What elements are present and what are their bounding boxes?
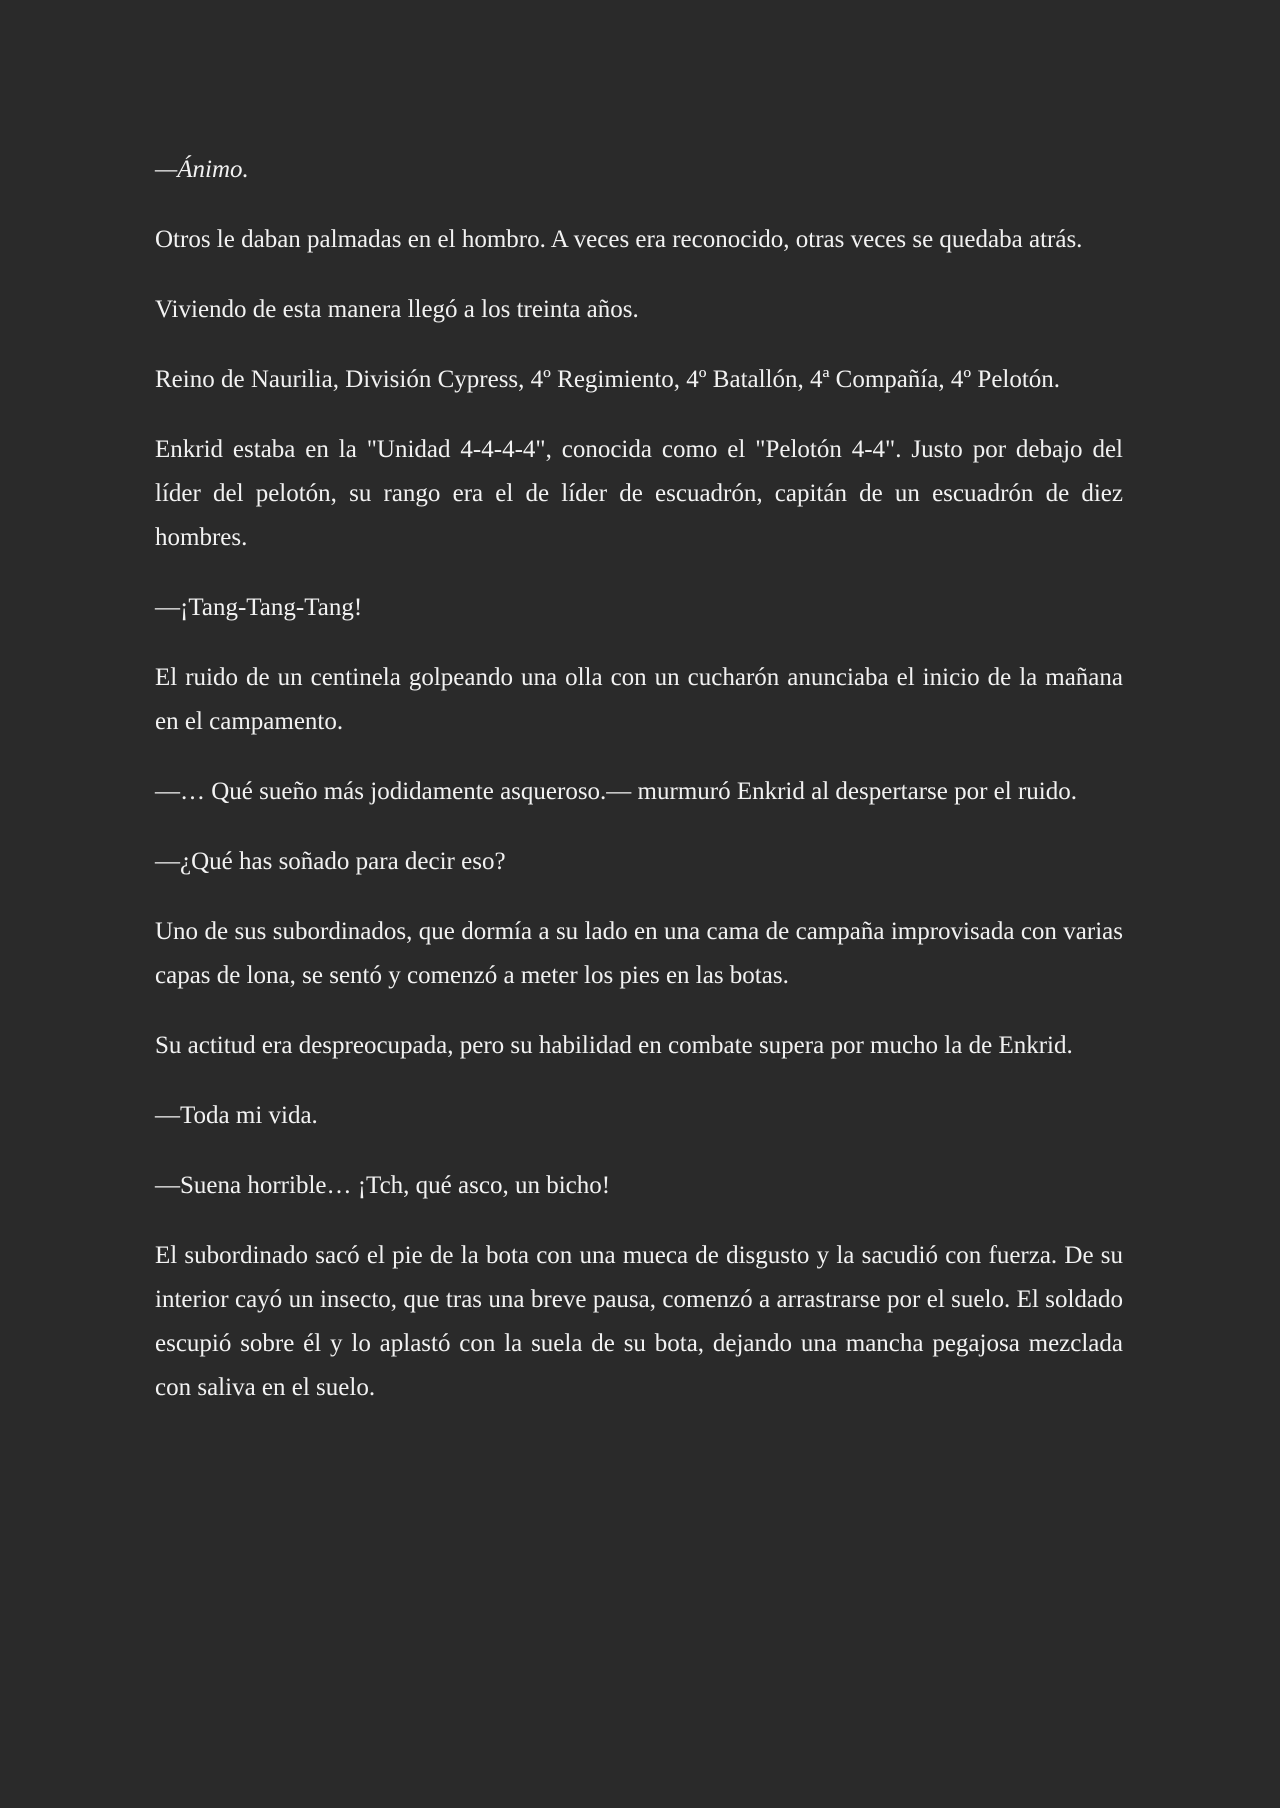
paragraph-1: —Ánimo.	[155, 156, 249, 183]
paragraph-12: —Toda mi vida.	[155, 1102, 318, 1129]
document-page	[155, 148, 1123, 1436]
paragraph-7: El ruido de un centinela golpeando una olla con un cucharón anunciaba el inicio de la mañana en el campamento.	[155, 664, 1123, 735]
paragraph-10: Uno de sus subordinados, que dormía a su lado en una cama de campaña improvisada con varias capas de lona, se sentó y comenzó a meter los pies en las botas.	[155, 918, 1123, 989]
paragraph-4: Reino de Naurilia, División Cypress, 4º Regimiento, 4º Batallón, 4ª Compañía, 4º Pelotón.	[155, 366, 1061, 393]
paragraph-13: —Suena horrible… ¡Tch, qué asco, un bicho!	[155, 1172, 611, 1199]
paragraph-6: —¡Tang-Tang-Tang!	[155, 594, 363, 621]
paragraph-9: —¿Qué has soñado para decir eso?	[155, 848, 506, 875]
paragraph-11: Su actitud era despreocupada, pero su habilidad en combate supera por mucho la de Enkrid.	[155, 1032, 1073, 1059]
paragraph-14: El subordinado sacó el pie de la bota con una mueca de disgusto y la sacudió con fuerza. De su interior cayó un insecto, que tras una breve pausa, comenzó a arrastrarse por el suelo. El soldado escupió sobre él y lo aplastó con la suela de su bota, dejando una mancha pegajosa mezclada con saliva en el suelo.	[155, 1242, 1123, 1401]
paragraph-5: Enkrid estaba en la "Unidad 4-4-4-4", conocida como el "Pelotón 4-4". Justo por debajo del líder del pelotón, su rango era el de líder de escuadrón, capitán de un escuadrón de diez hombres.	[155, 436, 1123, 551]
paragraph-2: Otros le daban palmadas en el hombro. A veces era reconocido, otras veces se quedaba atrás.	[155, 226, 1083, 253]
paragraph-8: —… Qué sueño más jodidamente asqueroso.— murmuró Enkrid al despertarse por el ruido.	[155, 778, 1077, 805]
paragraph-3: Viviendo de esta manera llegó a los treinta años.	[155, 296, 639, 323]
